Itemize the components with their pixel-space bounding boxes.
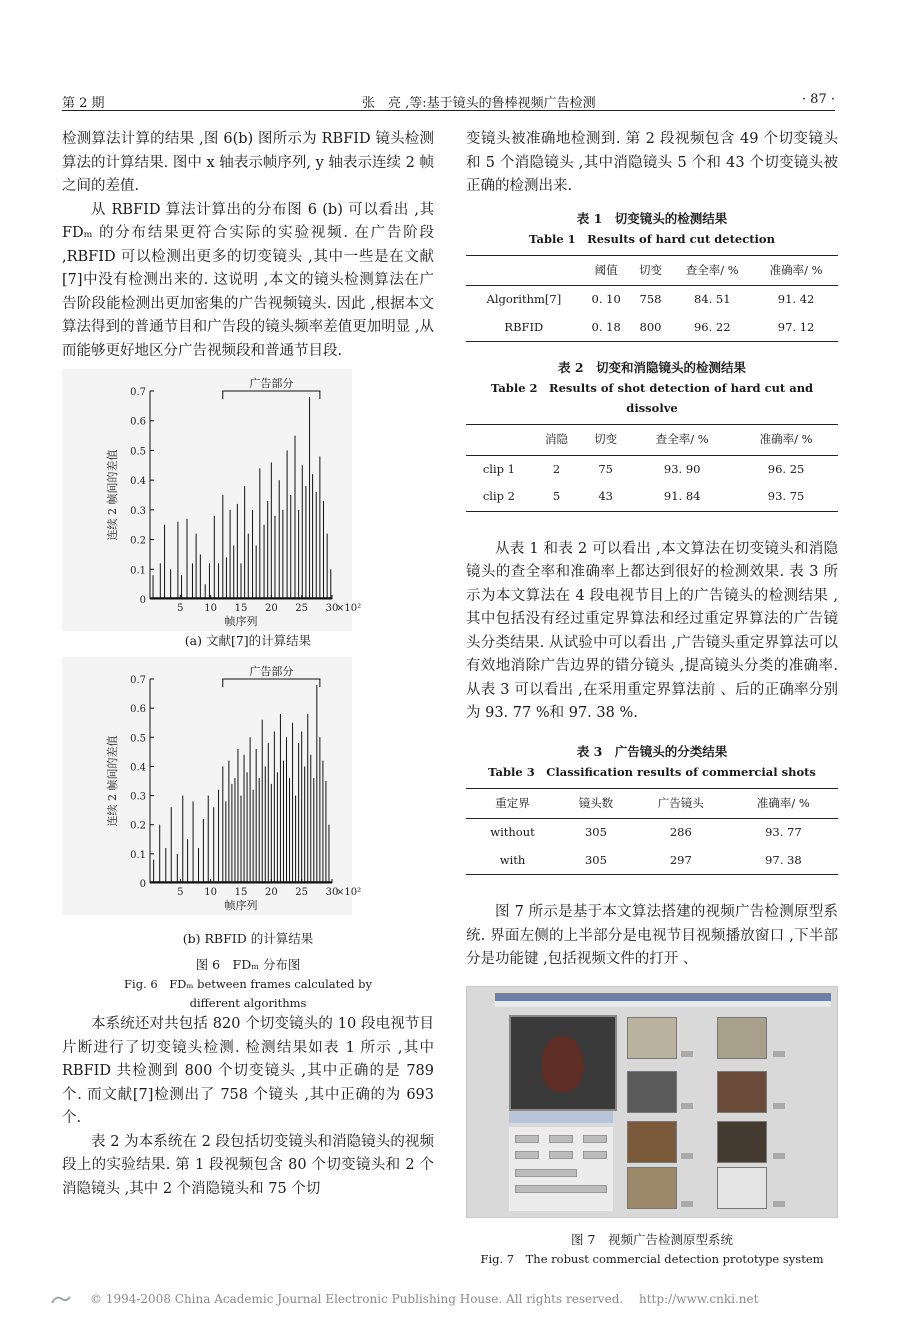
y-tick-label: 0.1 (130, 565, 146, 577)
function-button (583, 1151, 607, 1159)
player-controls (509, 1111, 613, 1123)
table-header-cell: 准确率/ % (754, 255, 838, 286)
table-3 (466, 742, 838, 876)
table-header-cell: 切变 (581, 425, 630, 456)
y-tick-label: 0.2 (130, 535, 146, 547)
running-title: 张 亮 ,等:基于镜头的鲁棒视频广告检测 (362, 96, 596, 111)
annotation-label: 广告部分 (249, 665, 294, 678)
table-row (466, 314, 838, 342)
table-header-cell: 镜头数 (559, 788, 633, 819)
table-header-cell: 查全率/ % (630, 425, 734, 456)
left-paragraph-3: 本系统还对共包括 820 个切变镜头的 10 段电视节目片断进行了切变镜头检测. 检测结果如表 1 所示 ,其中 RBFID 共检测到 800 个切变镜头 ,其中正确的是 789 个. 而文献[7]检测出了 758 个镜头 ,其中正确的为 693 个. (62, 1016, 434, 1126)
table-header-cell: 消隐 (532, 425, 581, 456)
table-cell: 97. 38 (729, 847, 838, 875)
function-button (583, 1135, 607, 1143)
shot-thumbnail (627, 1017, 677, 1059)
table-cell: 91. 42 (777, 292, 815, 306)
table-cell: 93. 90 (663, 461, 701, 476)
table-header-cell: 阈值 (582, 255, 631, 286)
y-tick-label: 0.4 (130, 762, 146, 774)
thumbnail-button (773, 1051, 785, 1057)
y-tick-label: 0.3 (130, 791, 146, 803)
table-cell: 75 (598, 461, 613, 476)
table-2-grid (466, 424, 838, 512)
y-tick-label: 0.7 (130, 675, 146, 686)
video-player-window (509, 1015, 617, 1111)
table-row (466, 455, 838, 483)
chart-6b (62, 657, 362, 915)
function-button (549, 1151, 573, 1159)
shot-thumbnail (627, 1121, 677, 1163)
table-cell: 96. 25 (767, 461, 805, 476)
y-tick-label: 0.6 (130, 416, 146, 428)
table-3-grid (466, 788, 838, 876)
y-tick-label: 0.2 (130, 820, 146, 832)
table-cell: Algorithm[7] (486, 292, 562, 306)
thumbnail-button (681, 1103, 693, 1109)
table-header-cell: 重定界 (466, 788, 559, 819)
y-axis-label: 连续 2 帧间的差值 (106, 449, 119, 541)
table-cell: 43 (581, 483, 630, 511)
table-cell: 305 (559, 847, 633, 875)
function-button (515, 1151, 539, 1159)
y-tick-label: 0.7 (130, 387, 146, 398)
figure-7-screenshot (466, 986, 838, 1218)
copyright-notice: © 1994-2008 China Academic Journal Electronic Publishing House. All rights reserved. http://www.cnki.net (90, 1292, 759, 1306)
y-tick-label: 0 (139, 595, 146, 606)
table-cell: RBFID (466, 314, 582, 342)
left-paragraph-2: 从 RBFID 算法计算出的分布图 6 (b) 可以看出 ,其 FDₘ 的分布结果更符合实际的实验视频. 在广告阶段 ,RBFID 可以检测出更多的切变镜头 ,其中一些是在文献[7]中没有检测出来的. 这说明 ,本文的镜头检测算法在广告阶段能检测出更加密集的广告视频镜头. 因此 ,根据本文算法得到的普通节目和广告段的镜头频率差值更加明显 ,从而能够更好地区分广告视频段和普通节目段. (62, 201, 434, 359)
x-tick-label: 5 (177, 603, 184, 614)
table-cell: without (490, 825, 535, 839)
function-button (549, 1135, 573, 1143)
table-1-title-cn: 表 1 切变镜头的检测结果 (576, 210, 728, 226)
table-row (466, 819, 838, 847)
y-tick-label: 0.6 (130, 704, 146, 716)
figure-7-caption-en: Fig. 7 The robust commercial detection prototype system (480, 1251, 824, 1266)
x-tick-label: 5 (177, 887, 184, 898)
y-tick-label: 0.5 (130, 733, 146, 745)
figure-6a (62, 369, 434, 651)
table-header-cell: 准确率/ % (729, 788, 838, 819)
table-cell: 93. 75 (734, 483, 838, 511)
issue-number: 第 2 期 (62, 96, 105, 111)
x-unit-label: ×10² (336, 887, 362, 898)
function-panel (509, 1127, 613, 1211)
table-header-row (466, 255, 838, 286)
table-header-cell: 准确率/ % (734, 425, 838, 456)
table-cell: clip 2 (466, 483, 532, 511)
page-number: · 87 · (801, 92, 835, 107)
x-tick-label: 20 (264, 603, 278, 614)
function-field (515, 1169, 577, 1177)
shot-thumbnail (717, 1071, 767, 1113)
table-2-title-en: Table 2 Results of shot detection of hard cut and dissolve (490, 381, 814, 415)
table-cell: 96. 22 (670, 314, 754, 342)
x-axis-label: 帧序列 (224, 899, 258, 912)
left-paragraph-1: 检测算法计算的结果 ,图 6(b) 图所示为 RBFID 镜头检测算法的计算结果. 图中 x 轴表示帧序列, y 轴表示连续 2 帧之间的差值. (62, 131, 434, 194)
right-paragraph-2: 从表 1 和表 2 可以看出 ,本文算法在切变镜头和消隐镜头的查全率和准确率上都达到很好的检测效果. 表 3 所示为本文算法在 4 段电视节目上的广告镜头的检测结果 ,其中包括没有经过重定界算法和经过重定界算法的广告镜头分类结果. 从试验中可以看出 ,广告镜头重定界算法可以有效地消除广告边界的错分镜头 ,提高镜头分类的准确率. 从表 3 可以看出 ,在采用重定界算法前 、后的正确率分别为 93. 77 %和 97. 38 %. (466, 540, 838, 721)
table-row (466, 286, 838, 314)
thumbnail-button (681, 1153, 693, 1159)
thumbnail-button (681, 1201, 693, 1207)
table-header-row (466, 788, 838, 819)
y-tick-label: 0 (139, 879, 146, 890)
table-1-title-en: Table 1 Results of hard cut detection (529, 231, 775, 246)
table-cell: 91. 84 (630, 483, 734, 511)
x-axis-label: 帧序列 (224, 615, 258, 628)
x-tick-label: 25 (295, 887, 309, 898)
x-tick-label: 10 (204, 603, 218, 614)
left-paragraph-4: 表 2 为本系统在 2 段包括切变镜头和消隐镜头的视频段上的实验结果. 第 1 段视频包含 80 个切变镜头和 2 个消隐镜头 ,其中 2 个消隐镜头和 75 个切 (62, 1133, 434, 1197)
table-cell: 758 (639, 292, 662, 306)
x-tick-label: 20 (264, 887, 278, 898)
figure-6-caption-cn: 图 6 FDₘ 分布图 (195, 957, 301, 972)
table-cell: 93. 77 (765, 825, 802, 839)
table-cell: 84. 51 (693, 292, 731, 306)
shot-thumbnail (717, 1017, 767, 1059)
figure-6b-caption: (b) RBFID 的计算结果 (182, 931, 314, 946)
x-tick-label: 10 (204, 887, 218, 898)
figure-6-caption-en-1: Fig. 6 FDₘ between frames calculated by (124, 977, 372, 991)
figure-6b (62, 657, 434, 1013)
right-paragraph-3: 图 7 所示是基于本文算法搭建的视频广告检测原型系统. 界面左侧的上半部分是电视节目视频播放窗口 ,下半部分是功能键 ,包括视频文件的打开 、 (466, 904, 838, 967)
table-cell: clip 1 (482, 461, 515, 476)
window-menu-bar (495, 1001, 831, 1007)
right-column (466, 128, 838, 1269)
table-3-title-en: Table 3 Classification results of commercial shots (488, 764, 816, 779)
table-cell: 0. 10 (591, 292, 621, 306)
thumbnail-button (773, 1153, 785, 1159)
x-tick-label: 15 (234, 603, 248, 614)
window-title-bar (495, 993, 831, 1001)
table-cell: with (466, 847, 559, 875)
table-cell: 2 (552, 461, 561, 476)
shot-thumbnail (717, 1121, 767, 1163)
figure-6a-caption: (a) 文献[7]的计算结果 (184, 633, 312, 648)
table-2-title-cn: 表 2 切变和消隐镜头的检测结果 (557, 360, 747, 375)
thumbnail-button (681, 1051, 693, 1057)
table-cell: 305 (584, 825, 607, 839)
thumbnail-button (773, 1201, 785, 1207)
table-cell: 286 (669, 825, 692, 839)
table-1 (466, 209, 838, 343)
x-tick-label: 30 (325, 887, 339, 898)
footer (48, 1290, 758, 1307)
annotation-label: 广告部分 (249, 377, 294, 390)
shot-thumbnail (627, 1071, 677, 1113)
y-tick-label: 0.4 (130, 476, 146, 488)
table-cell: 800 (631, 314, 671, 342)
chart-6a (62, 369, 362, 631)
right-paragraph-1: 变镜头被准确地检测到. 第 2 段视频包含 49 个切变镜头和 5 个消隐镜头 ,其中消隐镜头 5 个和 43 个切变镜头被正确的检测出来. (466, 131, 838, 194)
table-1-grid (466, 255, 838, 343)
table-header-cell: 广告镜头 (633, 788, 729, 819)
publisher-logo-icon (48, 1293, 74, 1307)
y-tick-label: 0.3 (130, 505, 146, 517)
y-axis-label: 连续 2 帧间的差值 (106, 735, 119, 827)
running-header (62, 90, 835, 111)
table-header-cell (466, 425, 532, 456)
x-tick-label: 30 (325, 603, 339, 614)
table-header-cell: 切变 (631, 255, 671, 286)
table-2 (466, 358, 838, 512)
x-tick-label: 15 (234, 887, 248, 898)
thumbnail-button (773, 1103, 785, 1109)
shot-thumbnail-empty (717, 1167, 767, 1209)
table-cell: 5 (532, 483, 581, 511)
y-tick-label: 0.1 (130, 849, 146, 861)
table-header-row (466, 425, 838, 456)
table-cell: 0. 18 (582, 314, 631, 342)
table-3-title-cn: 表 3 广告镜头的分类结果 (576, 743, 728, 759)
table-header-cell (466, 255, 582, 286)
figure-6-caption-en-2: different algorithms (189, 996, 307, 1010)
y-tick-label: 0.5 (130, 446, 146, 458)
function-button (515, 1135, 539, 1143)
table-row (466, 483, 838, 511)
left-column (62, 128, 434, 1201)
x-tick-label: 25 (295, 603, 309, 614)
table-cell: 297 (633, 847, 729, 875)
function-field (515, 1185, 607, 1193)
table-header-cell: 查全率/ % (670, 255, 754, 286)
table-row (466, 847, 838, 875)
figure-7-caption-cn: 图 7 视频广告检测原型系统 (571, 1231, 733, 1247)
x-unit-label: ×10² (336, 603, 362, 614)
shot-thumbnail (627, 1167, 677, 1209)
table-cell: 97. 12 (754, 314, 838, 342)
